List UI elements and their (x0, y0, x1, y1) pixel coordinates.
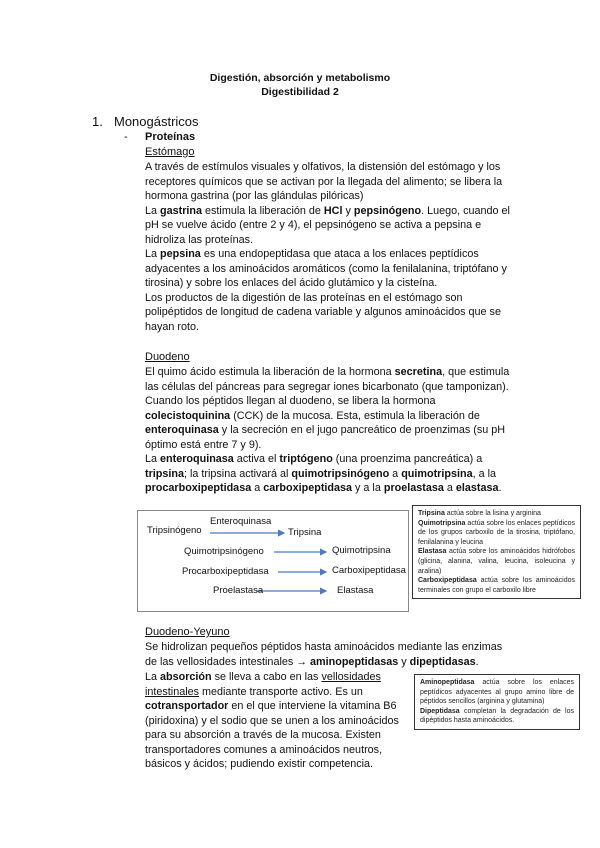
bullet-dash: - (124, 131, 128, 143)
section-number: 1. (92, 114, 103, 129)
note-quimotripsina: Quimotripsina actúa sobre los enlaces peptídicos de los grupos carboxilo de la tirosina, triptófano, fenilalanina y leucina (418, 519, 575, 546)
diagram-from-1: Quimotripsinógeno (184, 546, 264, 557)
activation-diagram (137, 510, 409, 612)
estomago-text (145, 160, 517, 334)
subsection-heading: Proteínas (145, 131, 196, 143)
duodeno-yeyuno-heading: Duodeno-Yeyuno (145, 626, 230, 638)
estomago-p4: Los productos de la digestión de las proteínas en el estómago son polipéptidos de longitud de cadena variable y algunos aminoácidos que se hayan roto. (145, 291, 501, 333)
duodeno-yeyuno-p2: La absorción se lleva a cabo en las vellosidades intestinales mediante transporte activo. Es un cotransportador en el que interviene la vitamina B6 (piridoxina) y el sodio que se unen a los aminoácidos para su absorción a través de la mucosa. Existen transportadores comunes a aminoácidos neutros, básicos y ácidos; pudiendo existir competencia. (145, 671, 399, 770)
enzyme-note-box (412, 505, 581, 599)
duodeno-p1: El quimo ácido estimula la liberación de la hormona secretina, que estimula las células del páncreas para segregar iones bicarbonato (que tamponizan). Cuando los péptidos llegan al duodeno, se libera la hormona colecistoquinina (CCK) de la mucosa. Esta, estimula la liberación de enteroquinasa y la secreción en el jugo pancreático de proenzimas (su pH óptimo está entre 7 y 9). (145, 366, 510, 451)
diagram-to-0: Tripsina (288, 527, 322, 538)
diagram-from-3: Proelastasa (213, 585, 264, 596)
estomago-p2: La gastrina estimula la liberación de HCl y pepsinógeno. Luego, cuando el pH se vuelve ácido (entre 2 y 4), el pepsinógeno se activa a pepsina e hidroliza las proteínas. (145, 204, 510, 246)
document-title: Digestión, absorción y metabolismo (209, 72, 391, 84)
note-elastasa: Elastasa actúa sobre los aminoácidos hidrófobos (glicina, alanina, valina, leucina, isoleucina y aralina) (418, 548, 575, 575)
diagram-from-2: Procarboxipeptidasa (182, 566, 269, 577)
diagram-enzyme-label: Enteroquinasa (210, 516, 272, 527)
note-dipeptidasa: Dipeptidasa completan la degradación de los dipéptidos hasta aminoácidos. (420, 707, 574, 725)
duodeno-p2: La enteroquinasa activa el triptógeno (una proenzima pancreática) a tripsina; la tripsina activará al quimotripsinógeno a quimotripsina, a la procarboxipeptidasa a carboxipeptidasa y a la proelastasa a elastasa. (145, 453, 502, 494)
document-subtitle: Digestibilidad 2 (261, 86, 339, 98)
note-carboxipeptidasa: Carboxipeptidasa actúa sobre los aminoácidos terminales con grupo el carboxilo libre (418, 577, 575, 594)
diagram-from-0: Tripsinógeno (147, 525, 202, 536)
peptidase-note-box (414, 674, 580, 730)
diagram-to-3: Elastasa (337, 585, 374, 596)
duodeno-yeyuno-p1: Se hidrolizan pequeños péptidos hasta aminoácidos mediante las enzimas de las vellosidades intestinales → aminopeptidasas y dipeptidasas. (145, 641, 503, 668)
duodeno-text (145, 365, 517, 496)
section-label: Monogástricos (114, 114, 199, 129)
estomago-p1: A través de estímulos visuales y olfativos, la distensión del estómago y los receptores químicos que se activan por la llegada del alimento; se libera la hormona gastrina (por las glándulas pilóricas) (145, 161, 503, 202)
note-tripsina: Tripsina actúa sobre la lisina y arginina (418, 510, 541, 517)
duodeno-heading: Duodeno (145, 351, 190, 363)
diagram-to-2: Carboxipeptidasa (332, 565, 406, 576)
estomago-p3: La pepsina es una endopeptidasa que ataca a los enlaces peptídicos adyacentes a los aminoácidos aromáticos (como la fenilalanina, triptófano y tirosina) y sobre los enlaces del ácido glutámico y la cisteína. (145, 248, 507, 289)
diagram-to-1: Quimotripsina (332, 545, 391, 556)
note-aminopeptidasa: Aminopeptidasa actúa sobre los enlaces peptídicos adyacentes al grupo amino libre de péptidos sencillos (arginina y glutamina) (420, 679, 574, 706)
estomago-heading: Estómago (145, 146, 195, 158)
section-heading (92, 114, 199, 129)
